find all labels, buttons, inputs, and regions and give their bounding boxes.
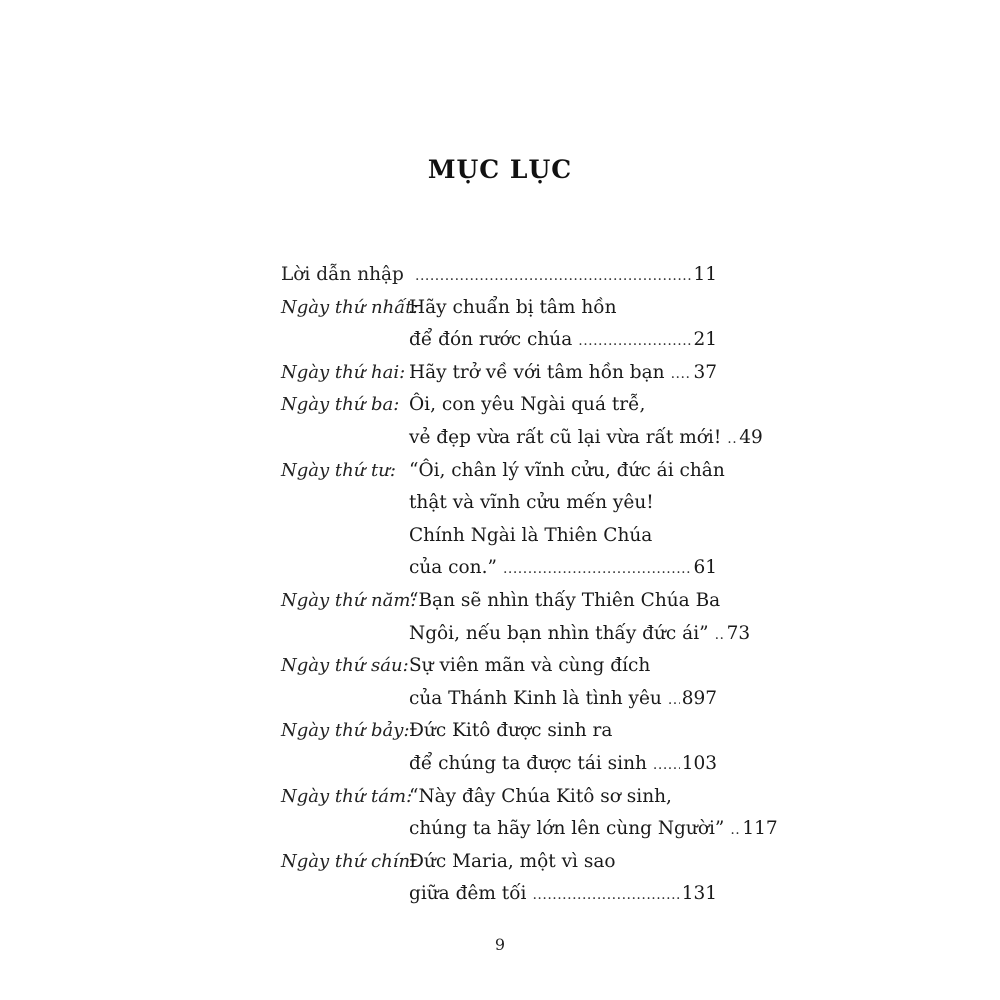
toc-page-number: 131 bbox=[681, 883, 717, 905]
toc-entry-title: để đón rước chúa bbox=[409, 329, 573, 351]
toc-line bbox=[281, 389, 717, 422]
dot-leader bbox=[503, 553, 692, 586]
toc-line bbox=[281, 683, 717, 716]
toc-line bbox=[281, 520, 717, 553]
toc-entry-title: “Bạn sẽ nhìn thấy Thiên Chúa Ba bbox=[409, 589, 721, 611]
dot-leader bbox=[668, 684, 680, 717]
toc-page-number: 61 bbox=[693, 557, 717, 579]
toc-entry-title: thật và vĩnh cửu mến yêu! bbox=[409, 492, 654, 514]
toc-page-number: 37 bbox=[693, 361, 717, 383]
dot-leader bbox=[727, 423, 737, 456]
toc-entry-title: “Này đây Chúa Kitô sơ sinh, bbox=[409, 785, 672, 807]
toc-line bbox=[281, 357, 717, 390]
toc-entry-title: Đức Kitô được sinh ra bbox=[409, 720, 613, 742]
table-of-contents bbox=[281, 259, 778, 911]
dot-leader bbox=[415, 260, 691, 293]
toc-entry-title: Hãy chuẩn bị tâm hồn bbox=[409, 296, 617, 318]
toc-entry-title: giữa đêm tối bbox=[409, 883, 527, 905]
toc-line bbox=[281, 324, 717, 357]
toc-entry-title: Ngôi, nếu bạn nhìn thấy đức ái” bbox=[409, 622, 709, 644]
toc-entry-label: Ngày thứ hai: bbox=[281, 361, 406, 383]
toc-page-number: 103 bbox=[681, 752, 717, 774]
toc-entry-label: Ngày thứ chín: bbox=[281, 850, 417, 872]
toc-entry-label: Ngày thứ bảy: bbox=[281, 720, 410, 742]
toc-line bbox=[281, 715, 717, 748]
toc-line bbox=[281, 292, 717, 325]
toc-entry-title: Hãy trở về với tâm hồn bạn bbox=[409, 361, 665, 383]
toc-entry-title: “Ôi, chân lý vĩnh cửu, đức ái chân bbox=[409, 459, 725, 481]
dot-leader bbox=[532, 879, 679, 912]
dot-leader bbox=[653, 749, 680, 782]
toc-entry-title: Đức Maria, một vì sao bbox=[409, 850, 616, 872]
toc-line bbox=[281, 585, 721, 618]
dot-leader bbox=[715, 619, 725, 652]
toc-entry-label: Lời dẫn nhập bbox=[281, 264, 404, 285]
toc-page-number: 21 bbox=[693, 329, 717, 351]
toc-entry-title: Chính Ngài là Thiên Chúa bbox=[409, 524, 653, 546]
page-number: 9 bbox=[494, 935, 506, 954]
toc-line bbox=[281, 878, 717, 911]
toc-page-number: 73 bbox=[726, 622, 751, 644]
toc-page-number: 11 bbox=[693, 264, 717, 285]
dot-leader bbox=[730, 814, 740, 847]
toc-line bbox=[281, 846, 717, 879]
toc-entry-label: Ngày thứ sáu: bbox=[281, 655, 409, 677]
toc-entry-label: Ngày thứ ba: bbox=[281, 394, 400, 416]
toc-page-number: 49 bbox=[739, 426, 763, 448]
toc-line bbox=[281, 748, 717, 781]
toc-page-number: 117 bbox=[742, 818, 778, 840]
toc-line bbox=[281, 618, 751, 651]
toc-entry-title: của Thánh Kinh là tình yêu bbox=[409, 687, 662, 709]
toc-line bbox=[281, 259, 717, 292]
toc-line bbox=[281, 813, 778, 846]
toc-entry-title: Sự viên mãn và cùng đích bbox=[409, 655, 651, 677]
toc-page-number: 897 bbox=[681, 687, 717, 709]
toc-line bbox=[281, 455, 725, 488]
toc-entry-title: để chúng ta được tái sinh bbox=[409, 752, 647, 774]
page-title: MỤC LỤC bbox=[427, 155, 573, 184]
toc-entry-label: Ngày thứ tám: bbox=[281, 785, 413, 807]
toc-line bbox=[281, 487, 717, 520]
toc-entry-title: Ôi, con yêu Ngài quá trễ, bbox=[409, 394, 646, 416]
toc-entry-label: Ngày thứ nhất: bbox=[281, 296, 419, 318]
toc-entry-title: chúng ta hãy lớn lên cùng Người” bbox=[409, 818, 725, 840]
toc-line bbox=[281, 781, 717, 814]
toc-entry-label: Ngày thứ tư: bbox=[281, 459, 396, 481]
toc-entry-title: vẻ đẹp vừa rất cũ lại vừa rất mới! bbox=[409, 426, 722, 448]
toc-entry-title: của con.” bbox=[409, 557, 497, 579]
dot-leader bbox=[671, 358, 692, 391]
toc-entry-label: Ngày thứ năm: bbox=[281, 589, 417, 611]
toc-line bbox=[281, 552, 717, 585]
toc-line bbox=[281, 422, 763, 455]
toc-line bbox=[281, 650, 717, 683]
dot-leader bbox=[578, 325, 691, 358]
